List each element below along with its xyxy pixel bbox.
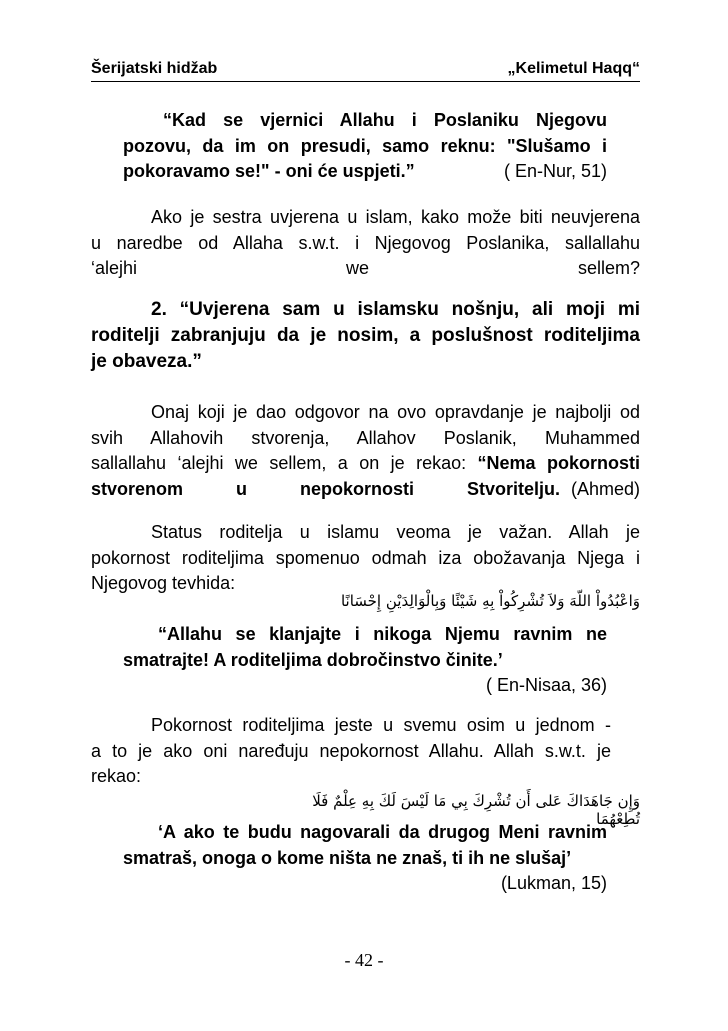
paragraph-line: svih Allahovih stvorenja, Allahov Poslanik, Muhammed bbox=[91, 427, 640, 448]
quote-line: “Kad se vjernici Allahu i Poslaniku Njegovu bbox=[163, 110, 607, 130]
text: sallallahu ‘alejhi we sellem, a on je rekao: bbox=[91, 453, 478, 473]
header-publisher: „Kelimetul Haqq“ bbox=[507, 60, 640, 77]
quote-reference: ( En-Nur, 51) bbox=[503, 161, 607, 181]
paragraph bbox=[91, 713, 611, 790]
quote-line: ‘A ako te budu nagovarali da drugog Meni ravnim bbox=[158, 822, 607, 842]
arabic-verse: وَاعْبُدُواْ اللّهَ وَلاَ تُشْرِكُواْ بِهِ شَيْئًا وَبِالْوَالِدَيْنِ إِحْسَانًا bbox=[340, 592, 640, 610]
paragraph bbox=[91, 520, 640, 597]
quote-line: “Allahu se klanjajte i nikoga Njemu ravnim ne bbox=[158, 624, 607, 644]
heading-line: roditelji zabranjuju da je nosim, a poslušnost roditeljima bbox=[91, 325, 640, 346]
paragraph-line: a to je ako oni naređuju nepokornost Allahu. Allah s.w.t. je bbox=[91, 740, 611, 761]
quote-line: smatraš, onoga o kome ništa ne znaš, ti ih ne slušaj’ bbox=[123, 847, 572, 868]
quote-line: smatrajte! A roditeljima dobročinstvo činite.’ bbox=[123, 649, 503, 670]
paragraph-line: Pokornost roditeljima jeste u svemu osim u jednom - bbox=[151, 715, 611, 735]
paragraph-line bbox=[91, 451, 640, 477]
word: sellem? bbox=[577, 258, 640, 278]
heading-line: 2. “Uvjerena sam u islamsku nošnju, ali moji mi bbox=[151, 299, 640, 320]
quote-line: pozovu, da im on presudi, samo reknu: "Slušamo i bbox=[123, 135, 607, 156]
quote-text: pokoravamo se!" - oni će uspjeti.” bbox=[123, 161, 415, 181]
paragraph-line: Ako je sestra uvjerena u islam, kako može biti neuvjerena bbox=[151, 207, 640, 227]
paragraph bbox=[91, 400, 640, 502]
paragraph-line: Njegovog tevhida: bbox=[91, 573, 236, 593]
hadith-text: stvorenom u nepokornosti Stvoritelju. bbox=[91, 478, 561, 499]
paragraph-line: pokornost roditeljima spomenuo odmah iza obožavanja Njega i bbox=[91, 547, 640, 568]
section-heading bbox=[91, 297, 640, 375]
heading-line: je obaveza.” bbox=[91, 351, 202, 372]
hadith-source: (Ahmed) bbox=[570, 478, 640, 499]
arabic-verse: وَإِن جَاهَدَاكَ عَلى أَن تُشْرِكَ بِي مَا لَيْسَ لَكَ بِهِ عِلْمٌ فَلَا تُطِعْهُمَا bbox=[312, 792, 640, 828]
paragraph-line: Onaj koji je dao odgovor na ovo opravdanje je najbolji od bbox=[151, 402, 640, 422]
running-header bbox=[91, 55, 640, 82]
paragraph bbox=[91, 205, 640, 282]
paragraph-line bbox=[91, 256, 640, 282]
header-book-title: Šerijatski hidžab bbox=[91, 60, 218, 77]
page-number: - 42 - bbox=[344, 950, 384, 970]
word: we bbox=[345, 258, 369, 278]
paragraph-line: Status roditelja u islamu veoma je važan. Allah je bbox=[151, 522, 640, 542]
quote-reference: (Lukman, 15) bbox=[500, 873, 607, 893]
quote-en-nur bbox=[123, 108, 607, 185]
quote-lukman bbox=[123, 820, 607, 897]
word: ‘alejhi bbox=[91, 258, 138, 278]
quote-line bbox=[123, 159, 607, 185]
quote-reference: ( En-Nisaa, 36) bbox=[485, 675, 607, 695]
paragraph-line: rekao: bbox=[91, 766, 142, 786]
quote-en-nisaa bbox=[123, 622, 607, 699]
hadith-text: “Nema pokornosti bbox=[477, 453, 640, 473]
paragraph-line bbox=[91, 477, 640, 503]
paragraph-line: u naredbe od Allaha s.w.t. i Njegovog Poslanika, sallallahu bbox=[91, 232, 640, 253]
